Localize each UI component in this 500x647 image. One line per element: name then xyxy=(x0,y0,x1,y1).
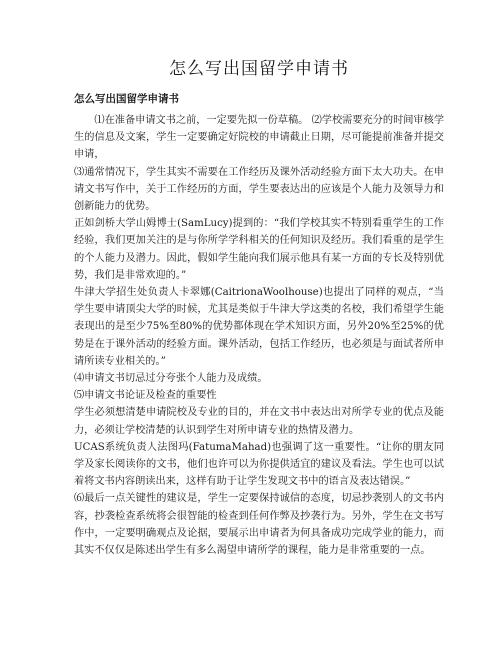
paragraph-5: ⑷申请文书切忌过分夸张个人能力及成绩。 xyxy=(74,373,268,385)
paragraph-1: ⑴在准备申请文书之前，一定要先拟一份草稿。 ⑵学校需要充分的时间审核学生的信息及文案，学生一定要确定好院校的申请截止日期，尽可能提前准备并提交申请， xyxy=(74,115,445,161)
paragraph-7: 学生必须想清楚申请院校及专业的目的，并在文书中表达出对所学专业的优点及能力，必须让学校清楚的认识到学生对所申请专业的热情及潜力。 xyxy=(74,407,444,436)
page-title: 怎么写出国留学申请书 xyxy=(169,59,349,79)
paragraph-9: ⑹最后一点关键性的建议是，学生一定要保持诚信的态度，切忌抄袭别人的文书内容，抄袭检查系统将会很智能的检查到任何作弊及抄袭行为。另外，学生在文书写作中，一定要明确观点及论据，要展示出申请者为何具备成功完成学业的能力，而其实不仅仅是陈述出学生有多么渴望申请所学的课程，能力是非常重要的一点。 xyxy=(74,493,444,557)
paragraph-6: ⑸申请文书论证及检查的重要性 xyxy=(74,390,217,402)
section-heading: 怎么写出国留学申请书 xyxy=(74,93,179,105)
paragraph-3: 正如剑桥大学山姆博士(SamLucy)提到的：“我们学校其实不特别看重学生的工作经验，我们更加关注的是与你所学学科相关的任何知识及经历。我们看重的是学生的个人能力及潜力。因此，假如学生能向我们展示他具有某一方面的专长及特别优势，我们是非常欢迎的。” xyxy=(74,218,444,281)
paragraph-2: ⑶通常情况下，学生其实不需要在工作经历及课外活动经验方面下太大功夫。在申请文书写作中，关于工作经历的方面，学生要表达出的应该是个人能力及领导力和创新能力的优势。 xyxy=(74,166,444,213)
paragraph-4: 牛津大学招生处负责人卡翠娜(CaitrionaWoolhouse)也提出了同样的观点，“当学生要申请顶尖大学的时候，尤其是类似于牛津大学这类的名校，我们希望学生能表现出的是至少75%至80%的优势都体现在学术知识方面，另外20%至25%的优势是在于课外活动的经验方面。课外活动，包括工作经历，也必须是与面试者所申请所读专业相关的。” xyxy=(74,287,444,367)
paragraph-8: UCAS系统负责人法图玛(FatumaMahad)也强调了这一重要性。“让你的朋友同学及家长阅读你的文书，他们也许可以为你提供适宜的建议及看法。学生也可以试着将文书内容朗读出来，这样有助于让学生发现文书中的语言及表达错误。” xyxy=(74,441,444,488)
